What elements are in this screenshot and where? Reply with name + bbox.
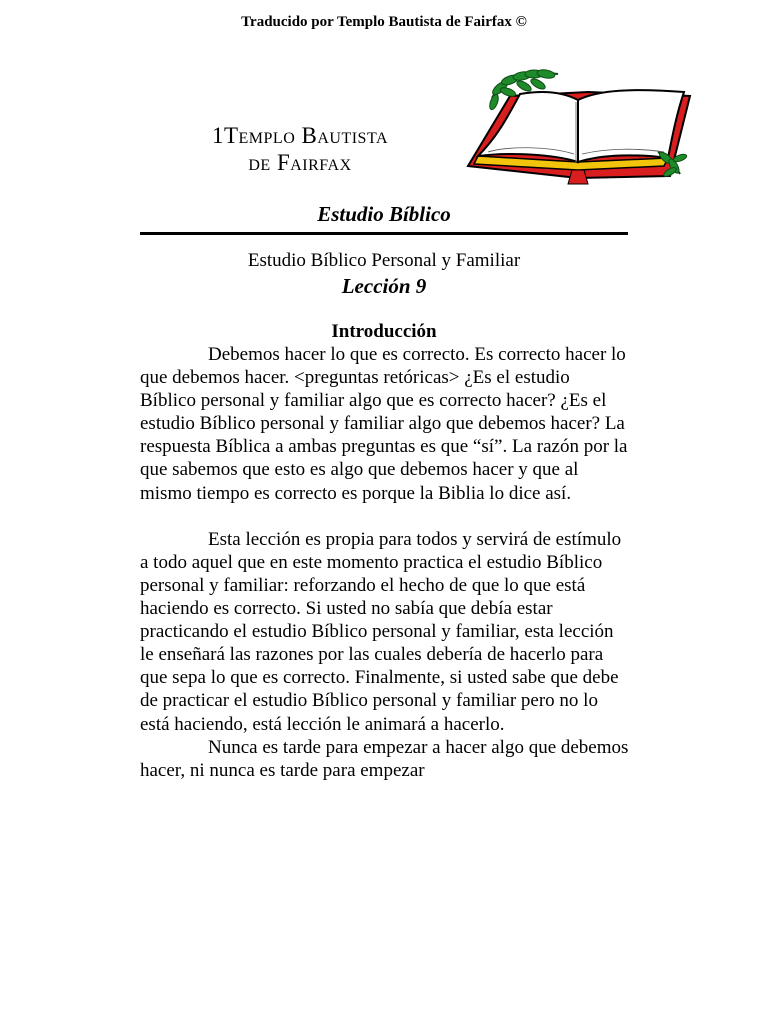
paragraph: Esta lección es propia para todos y servirá de estímulo a todo aquel que en este momento practica el estudio Bíblico personal y familiar: reforzando el hecho de que lo que está haciendo es correcto. Si usted no sabía que debía estar practicando el estudio Bíblico personal y familiar, esta lección le enseñará las razones por las cuales debería de hacerlo para que sepa lo que es correcto. Finalmente, si usted sabe que debe de practicar el estudio Bíblico personal y familiar pero no lo está haciendo, está lección le animará a hacerlo. — [140, 528, 622, 735]
church-name-line2: de Fairfax — [248, 150, 352, 175]
lesson-number: Lección 9 — [341, 274, 427, 298]
title-divider — [140, 232, 628, 235]
bible-right-page — [578, 90, 684, 162]
church-name — [170, 122, 430, 176]
open-bible-icon — [458, 66, 698, 188]
paragraph: Debemos hacer lo que es correcto. Es correcto hacer lo que debemos hacer. <preguntas retóricas> ¿Es el estudio Bíblico personal y familiar algo que es correcto hacer? ¿Es el estudio Bíblico personal y familiar algo que debemos hacer? La respuesta Bíblica a ambas preguntas es que “sí”. La razón por la que sabemos que esto es algo que debemos hacer y que al mismo tiempo es correcto es porque la Biblia lo dice así. — [140, 344, 628, 504]
paragraph: Nunca es tarde para empezar a hacer algo que debemos hacer, ni nunca es tarde para empezar — [140, 736, 629, 781]
church-name-line1: 1Templo Bautista — [211, 123, 389, 148]
translation-note: Traducido por Templo Bautista de Fairfax © — [241, 14, 527, 30]
document-subtitle: Estudio Bíblico Personal y Familiar — [247, 250, 521, 271]
bookmark-ribbon — [568, 170, 588, 184]
document-type: Estudio Bíblico — [317, 202, 451, 226]
section-heading: Introducción — [331, 321, 437, 342]
body-text — [140, 343, 630, 782]
